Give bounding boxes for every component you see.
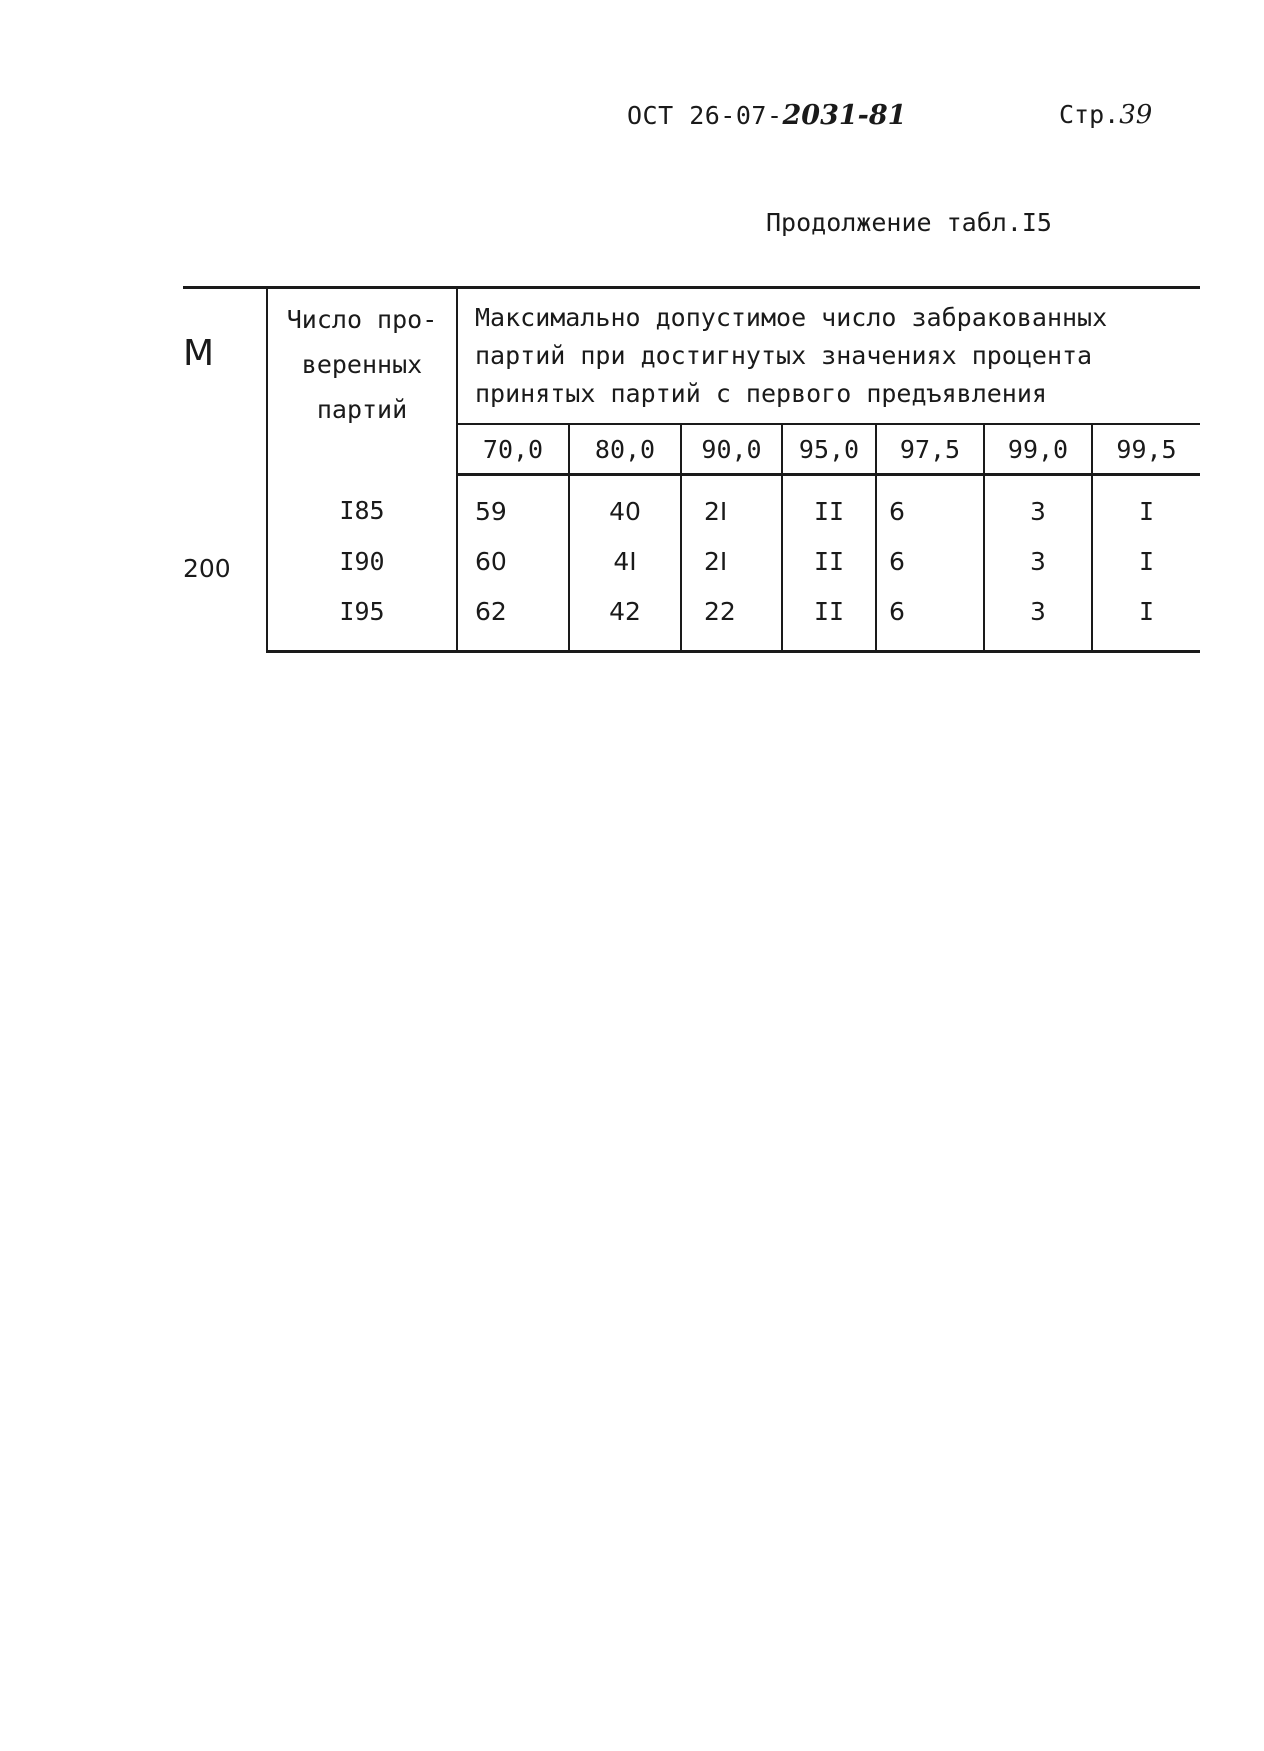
page-label: Стр. (1059, 100, 1120, 129)
value-cell: I (1092, 586, 1200, 652)
column-header-m (183, 288, 267, 475)
group-header-line: Максимально допустимое число забракованных (475, 303, 1108, 332)
value-cell: 42 (569, 586, 681, 652)
value-cell: 40 (569, 475, 681, 537)
value-cell: 4I (569, 536, 681, 586)
value-cell: 3 (984, 475, 1092, 537)
page-number-value: 39 (1119, 100, 1153, 130)
value-cell: II (782, 475, 876, 537)
value-cell: 62 (457, 586, 569, 652)
table-row (183, 536, 1200, 586)
group-header-line: партий при достигнутых значениях процента (475, 341, 1093, 370)
value-cell: 6 (876, 586, 984, 652)
page-number (1059, 100, 1152, 130)
value-cell: 6 (876, 475, 984, 537)
percent-header: 80,0 (569, 424, 681, 475)
count-cell: I95 (267, 586, 457, 652)
table-row (183, 475, 1200, 537)
value-cell: 22 (681, 586, 782, 652)
document-code (627, 100, 906, 131)
count-cell: I90 (267, 536, 457, 586)
percent-header: 90,0 (681, 424, 782, 475)
value-cell: 3 (984, 536, 1092, 586)
percent-header: 97,5 (876, 424, 984, 475)
group-header (457, 288, 1200, 425)
table-caption: Продолжение табл.I5 (766, 208, 1052, 237)
header-row-top (183, 288, 1200, 425)
value-cell: II (782, 586, 876, 652)
value-cell: 6 (876, 536, 984, 586)
value-cell: 2I (681, 475, 782, 537)
value-cell: 60 (457, 536, 569, 586)
value-cell: 3 (984, 586, 1092, 652)
column-header-count-line: веренных (301, 350, 423, 379)
percent-header: 99,5 (1092, 424, 1200, 475)
value-cell: I (1092, 475, 1200, 537)
percent-header: 95,0 (782, 424, 876, 475)
m-value-cell: 200 (183, 475, 267, 652)
column-header-count (267, 288, 457, 475)
value-cell: II (782, 536, 876, 586)
value-cell: I (1092, 536, 1200, 586)
data-table (183, 286, 1200, 653)
column-header-count-line: партий (316, 395, 408, 424)
percent-header: 70,0 (457, 424, 569, 475)
column-header-count-line: Число про- (286, 305, 438, 334)
document-code-handwritten: 2031-81 (782, 100, 907, 131)
column-header-m-label: М (183, 333, 214, 374)
group-header-line: принятых партий с первого предъявления (475, 379, 1047, 408)
value-cell: 2I (681, 536, 782, 586)
document-code-prefix: ОСТ 26-07- (627, 101, 783, 130)
count-cell: I85 (267, 475, 457, 537)
table-row (183, 586, 1200, 652)
percent-header: 99,0 (984, 424, 1092, 475)
value-cell: 59 (457, 475, 569, 537)
